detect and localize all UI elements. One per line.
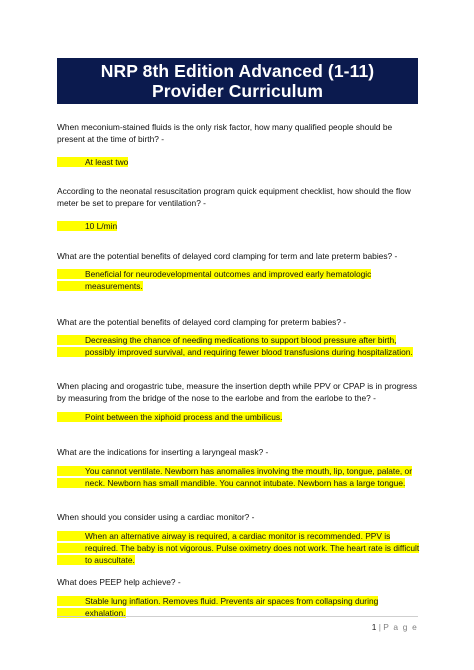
qa-item [57,250,421,292]
answer-text: Decreasing the chance of needing medications to support blood pressure after birth, possibly improved survival, and requiring fewer blood transfusions during hospitalization. [57,335,413,357]
answer-text: When an alternative airway is required, a cardiac monitor is recommended. PPV is required. The baby is not vigorous. Pulse oximetry does not work. The heart rate is difficult to auscultate. [57,531,419,565]
title-line-1: NRP 8th Edition Advanced (1-11) [100,61,375,81]
answer-line [57,334,421,358]
title-line-2: Provider Curriculum [151,81,324,101]
title-banner [57,58,418,104]
qa-item [57,185,421,232]
answer-line [57,465,421,489]
footer-divider [57,616,418,617]
question-text: When should you consider using a cardiac monitor? - [57,512,255,522]
qa-item [57,380,421,423]
qa-item [57,121,421,168]
question-text: According to the neonatal resuscitation program quick equipment checklist, how should the flow meter be set to prepare for ventilation? - [57,186,411,208]
answer-text: Point between the xiphoid process and the umbilicus. [57,412,282,422]
answer-text: At least two [57,157,128,167]
question-text: When meconium-stained fluids is the only risk factor, how many qualified people should be present at the time of birth? - [57,122,393,144]
page-footer [372,621,418,633]
answer-line [57,268,421,292]
question-text: What are the potential benefits of delayed cord clamping for preterm babies? - [57,317,347,327]
qa-item [57,316,421,358]
question-text: What does PEEP help achieve? - [57,577,181,587]
question-text: What are the indications for inserting a laryngeal mask? - [57,447,269,457]
page-label: P a g e [383,622,418,632]
answer-line [57,411,421,423]
question-text: When placing and orogastric tube, measure the insertion depth while PPV or CPAP is in progress by measuring from the bridge of the nose to the earlobe and from the earlobe to the? - [57,381,418,403]
answer-text: 10 L/min [57,221,117,231]
answer-line [57,220,421,232]
page-separator: | [378,622,381,632]
answer-line [57,156,421,168]
answer-text: You cannot ventilate. Newborn has anomalies involving the mouth, lip, tongue, palate, or neck. Newborn has small mandible. You cannot intubate. Newborn has a large tongue. [57,466,412,488]
qa-item [57,446,421,489]
answer-text: Beneficial for neurodevelopmental outcomes and improved early hematologic measurements. [57,269,371,291]
qa-item [57,576,421,619]
qa-item [57,511,421,566]
question-text: What are the potential benefits of delayed cord clamping for term and late preterm babies? - [57,251,398,261]
page-number: 1 [371,622,377,632]
answer-text: Stable lung inflation. Removes fluid. Prevents air spaces from collapsing during exhalation. [57,596,378,618]
answer-line [57,530,421,566]
